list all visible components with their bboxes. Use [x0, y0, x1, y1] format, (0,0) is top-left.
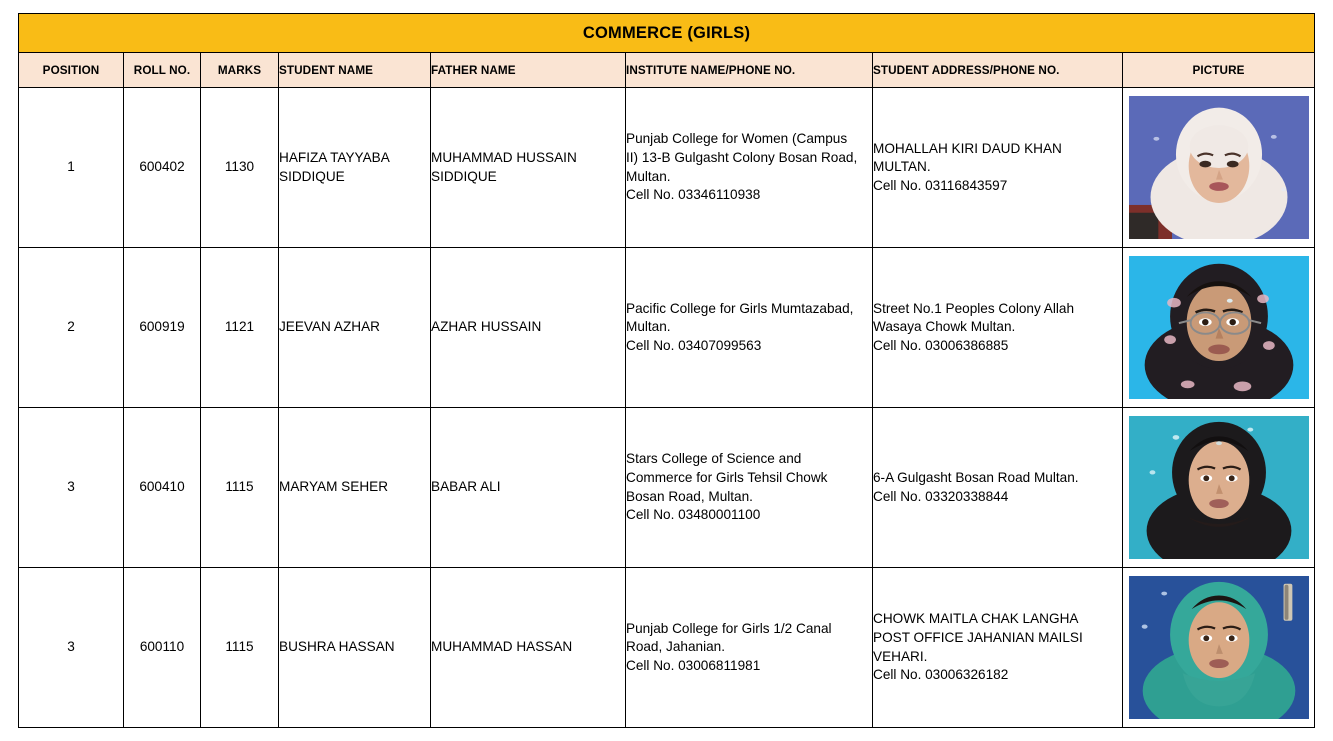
student-photo [1129, 256, 1309, 399]
student-photo-frame [1127, 574, 1311, 721]
cell-roll-no: 600110 [124, 568, 201, 728]
cell-position: 3 [19, 568, 124, 728]
cell-institute [626, 408, 873, 568]
address-phone: Cell No. 03006326182 [873, 667, 1009, 683]
student-name-line-1: JEEVAN AZHAR [279, 319, 380, 335]
student-name-line-1: HAFIZA TAYYABA [279, 149, 390, 165]
photo-graphic [1129, 256, 1309, 399]
address-line-1: 6-A Gulgasht Bosan Road Multan. [873, 469, 1079, 485]
cell-position: 1 [19, 88, 124, 248]
address-phone: Cell No. 03006386885 [873, 337, 1009, 353]
institute-phone: Cell No. 03407099563 [626, 337, 762, 353]
address-line-2: Wasaya Chowk Multan. [873, 319, 1016, 335]
address-line-1: CHOWK MAITLA CHAK LANGHA [873, 611, 1079, 627]
cell-picture [1123, 568, 1315, 728]
cell-marks: 1130 [201, 88, 279, 248]
cell-father-name [431, 248, 626, 408]
cell-student-name [279, 408, 431, 568]
cell-institute [626, 248, 873, 408]
student-name-line-2: SIDDIQUE [279, 168, 345, 184]
cell-roll-no: 600402 [124, 88, 201, 248]
table-header-row [19, 53, 1315, 88]
cell-position: 2 [19, 248, 124, 408]
table-title-row [19, 14, 1315, 53]
cell-student-name [279, 568, 431, 728]
photo-graphic [1129, 576, 1309, 719]
cell-institute [626, 568, 873, 728]
institute-line-2: II) 13-B Gulgasht Colony Bosan Road, [626, 149, 858, 165]
institute-phone: Cell No. 03480001100 [626, 507, 761, 523]
cell-marks: 1121 [201, 248, 279, 408]
address-line-3: VEHARI. [873, 648, 928, 664]
cell-picture [1123, 248, 1315, 408]
cell-position: 3 [19, 408, 124, 568]
institute-line-1: Punjab College for Girls 1/2 Canal [626, 620, 832, 636]
table-title: COMMERCE (GIRLS) [19, 14, 1315, 53]
column-header-marks: MARKS [201, 53, 279, 88]
table-row [19, 408, 1315, 568]
photo-graphic [1129, 416, 1309, 559]
cell-student-name [279, 88, 431, 248]
cell-student-name [279, 248, 431, 408]
institute-line-2: Multan. [626, 319, 671, 335]
institute-line-1: Pacific College for Girls Mumtazabad, [626, 300, 854, 316]
cell-student-address [873, 88, 1123, 248]
cell-student-address [873, 248, 1123, 408]
father-name-line-1: AZHAR HUSSAIN [431, 319, 542, 335]
column-header-institute-name: INSTITUTE NAME/PHONE NO. [626, 53, 873, 88]
cell-father-name [431, 568, 626, 728]
column-header-student-name: STUDENT NAME [279, 53, 431, 88]
father-name-line-1: MUHAMMAD HUSSAIN [431, 149, 577, 165]
institute-line-3: Bosan Road, Multan. [626, 488, 753, 504]
cell-picture [1123, 88, 1315, 248]
student-photo [1129, 576, 1309, 719]
father-name-line-2: SIDDIQUE [431, 168, 497, 184]
cell-marks: 1115 [201, 568, 279, 728]
student-photo-frame [1127, 94, 1311, 241]
address-line-2: MULTAN. [873, 159, 931, 175]
address-phone: Cell No. 03320338844 [873, 488, 1009, 504]
address-line-1: MOHALLAH KIRI DAUD KHAN [873, 140, 1062, 156]
cell-roll-no: 600919 [124, 248, 201, 408]
student-photo-frame [1127, 254, 1311, 401]
student-photo [1129, 96, 1309, 239]
father-name-line-1: MUHAMMAD HASSAN [431, 639, 573, 655]
institute-line-1: Punjab College for Women (Campus [626, 131, 848, 147]
table-row [19, 88, 1315, 248]
position-holders-table [18, 13, 1315, 728]
institute-phone: Cell No. 03006811981 [626, 657, 761, 673]
address-line-1: Street No.1 Peoples Colony Allah [873, 300, 1075, 316]
cell-institute [626, 88, 873, 248]
institute-line-3: Multan. [626, 168, 671, 184]
institute-phone: Cell No. 03346110938 [626, 187, 761, 203]
table-row [19, 568, 1315, 728]
address-line-2: POST OFFICE JAHANIAN MAILSI [873, 629, 1083, 645]
student-name-line-1: MARYAM SEHER [279, 479, 389, 495]
student-name-line-1: BUSHRA HASSAN [279, 639, 395, 655]
cell-father-name [431, 408, 626, 568]
column-header-position: POSITION [19, 53, 124, 88]
cell-father-name [431, 88, 626, 248]
student-photo [1129, 416, 1309, 559]
column-header-roll-no: ROLL NO. [124, 53, 201, 88]
institute-line-1: Stars College of Science and [626, 451, 802, 467]
cell-marks: 1115 [201, 408, 279, 568]
cell-student-address [873, 408, 1123, 568]
institute-line-2: Commerce for Girls Tehsil Chowk [626, 469, 828, 485]
address-phone: Cell No. 03116843597 [873, 177, 1008, 193]
cell-student-address [873, 568, 1123, 728]
column-header-picture: PICTURE [1123, 53, 1315, 88]
cell-roll-no: 600410 [124, 408, 201, 568]
column-header-student-address: STUDENT ADDRESS/PHONE NO. [873, 53, 1123, 88]
student-photo-frame [1127, 414, 1311, 561]
photo-graphic [1129, 96, 1309, 239]
column-header-father-name: FATHER NAME [431, 53, 626, 88]
table-row [19, 248, 1315, 408]
institute-line-2: Road, Jahanian. [626, 639, 726, 655]
cell-picture [1123, 408, 1315, 568]
father-name-line-1: BABAR ALI [431, 479, 501, 495]
result-sheet [18, 13, 1314, 728]
